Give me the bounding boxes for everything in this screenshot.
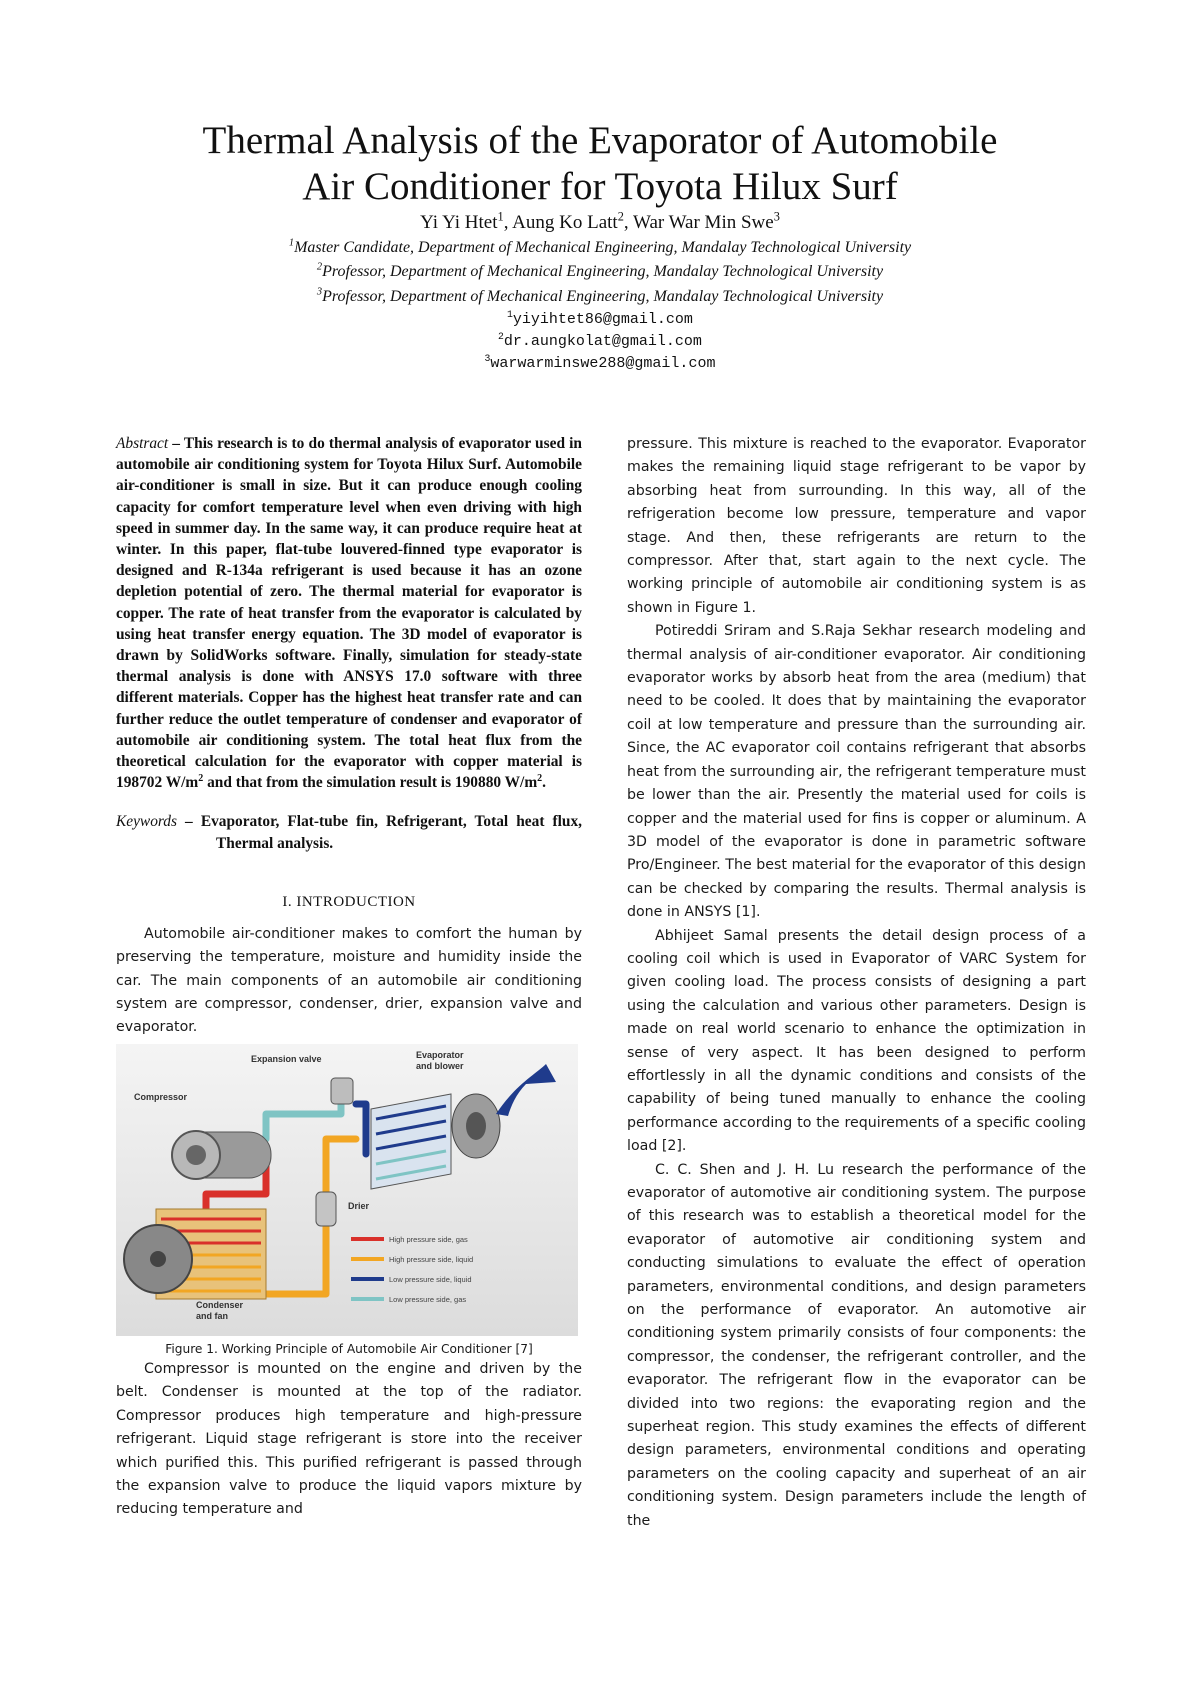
left-column (116, 433, 582, 1522)
drier (316, 1192, 336, 1226)
keywords-text: Evaporator, Flat-tube fin, Refrigerant, Total heat flux, Thermal analysis. (200, 813, 583, 852)
right-column (627, 433, 1086, 1533)
label-condenser-fan: and fan (196, 1310, 229, 1321)
email-sup: 3 (484, 353, 491, 364)
email-text: dr.aungkolat@gmail.com (503, 333, 702, 350)
body-paragraph: C. C. Shen and J. H. Lu research the performance of the evaporator of automotive air conditioning system. The purpose of this research was to establish a theoretical model for the evaporator of automotive air conditioning system and conducting simulations to evaluate the effect of operation parameters, environmental conditions, and design parameters on the performance of evaporator. An automotive air conditioning system primarily consists of four components: the compressor, the condenser, the refrigerant controller, and the evaporator. The refrigerant flow in the evaporator can be divided into two regions: the evaporating region and the superheat region. This study examines the effects of different design parameters, environmental conditions and operating parameters on the cooling capacity and superheat of an air conditioning system. Design parameters include the length of the (627, 1161, 1086, 1529)
legend-label: High pressure side, liquid (389, 1254, 474, 1264)
email-sup: 1 (507, 309, 513, 320)
affiliation-1 (100, 238, 1100, 258)
affiliation-text: Professor, Department of Mechanical Engineering, Mandalay Technological University (322, 263, 884, 280)
author-sup: 2 (617, 209, 624, 224)
label-compressor: Compressor (134, 1091, 188, 1102)
label-expansion-valve: Expansion valve (251, 1053, 322, 1064)
abstract-sup: 2 (198, 773, 204, 785)
abstract-text: . (542, 774, 547, 792)
affiliation-sup: 3 (316, 286, 323, 298)
author-name: Yi Yi Htet (420, 212, 498, 233)
author-sup: 1 (497, 209, 504, 224)
compressor (172, 1131, 271, 1179)
keywords-dash: – (177, 813, 201, 831)
email-3 (100, 355, 1100, 373)
intro-paragraph: Compressor is mounted on the engine and driven by the belt. Condenser is mounted at the top of the radiator. Compressor produces high temperature and high-pressure refrigerant. Liquid stage refrigerant is store into the receiver which purified this. This purified refrigerant is passed through the expansion valve to produce the liquid vapors mixture by reducing temperature and (116, 1360, 582, 1518)
label-evaporator: Evaporator (416, 1049, 464, 1060)
legend-label: Low pressure side, liquid (389, 1274, 472, 1284)
legend-label: Low pressure side, gas (389, 1294, 467, 1304)
email-text: warwarminswe288@gmail.com (490, 355, 716, 372)
body-paragraph: pressure. This mixture is reached to the evaporator. Evaporator makes the remaining liquid stage refrigerant to be vapor by absorbing heat from surrounding. In this way, all of the refrigeration become low pressure, temperature and vapor stage. And then, these refrigerants are return to the compressor. After that, start again to the next cycle. The working principle of automobile air conditioning system is as shown in Figure 1. (627, 436, 1086, 616)
body-paragraph: Abhijeet Samal presents the detail design process of a cooling coil which is used in Evaporator of VARC System for given cooling load. The process consists of designing a part using the calculation and various other parameters. Design is made on real world scenario to enhance the optimization in sense of very aspect. It has been designed to perform effortlessly in all the dynamic conditions and consists of the capability of being tuned manually to enhance the cooling performance according to the requirements of a specific cooling load [2]. (627, 927, 1086, 1155)
abstract-label: Abstract (116, 435, 169, 452)
label-drier: Drier (348, 1200, 370, 1211)
abstract (116, 433, 582, 793)
keywords-label: Keywords (116, 813, 177, 831)
email-sup: 2 (498, 331, 504, 342)
affiliation-sup: 1 (288, 237, 295, 249)
title-line-1: Thermal Analysis of the Evaporator of Automobile (202, 119, 998, 162)
ac-diagram (116, 1044, 578, 1336)
intro-paragraph: Automobile air-conditioner makes to comfort the human by preserving the temperature, moisture and humidity inside the car. The main components of an automobile air conditioning system are compressor, condenser, drier, expansion valve and evaporator. (116, 925, 582, 1036)
keywords (116, 811, 582, 853)
email-2 (100, 333, 1100, 351)
affiliation-3 (100, 287, 1100, 307)
affiliation-2 (100, 262, 1100, 282)
author-name: Aung Ko Latt (512, 212, 618, 233)
abstract-sup: 2 (537, 773, 543, 785)
abstract-dash: – (168, 435, 184, 452)
email-text: yiyihtet86@gmail.com (512, 311, 693, 328)
author-list: Yi Yi Htet$^1$, Aung Ko Latt$^2$, War War Min Swe$^3$ (420, 209, 780, 233)
body-paragraph: Potireddi Sriram and S.Raja Sekhar research modeling and thermal analysis of air-conditioner evaporator. Air conditioning evaporator works by absorb heat from the area (medium) that need to be cooled. It does that by maintaining the evaporator coil at low temperature and pressure than the surrounding air. Since, the AC evaporator coil contains refrigerant that absorbs heat from the surrounding air, the refrigerant temperature must be lower than the air. Presently the material used for coils is copper and the material used for fins is copper or aluminum. A 3D model of the evaporator is done in parametric software Pro/Engineer. The best material for the evaporator of this design can be checked by comparing the results. Thermal analysis is done in ANSYS [1]. (627, 623, 1086, 921)
email-1 (100, 311, 1100, 329)
affiliation-text: Master Candidate, Department of Mechanical Engineering, Mandalay Technological University (294, 239, 912, 256)
affiliation-sup: 2 (316, 261, 323, 273)
abstract-text: This research is to do thermal analysis of evaporator used in automobile air conditioning system for Toyota Hilux Surf. Automobile air-conditioner is small in size. But it can produce enough cooling capacity for comfort temperature level when even driving with high speed in summer day. In the same way, it can produce require heat at winter. In this paper, flat-tube louvered-finned type evaporator is designed and R-134a refrigerant is used because it has an ozone depletion potential of zero. The thermal material for evaporator is copper. The rate of heat transfer from the evaporator is calculated by using heat transfer energy equation. The 3D model of evaporator is drawn by SolidWorks software. Finally, simulation for steady-state thermal analysis is done with ANSYS 17.0 software with three different materials. Copper has the highest heat transfer rate and can further reduce the outlet temperature of condenser and evaporator of automobile air conditioning system. The total heat flux from the theoretical calculation for the evaporator with copper material is 198702 W/m (116, 435, 582, 792)
author-name: War War Min Swe (633, 212, 774, 233)
figure-caption: Figure 1. Working Principle of Automobile Air Conditioner [7] (165, 1341, 533, 1356)
paper-title (100, 118, 1100, 210)
section-heading-introduction: I. INTRODUCTION (282, 893, 416, 910)
label-condenser: Condenser (196, 1299, 244, 1310)
abstract-text: and that from the simulation result is 190880 W/m (203, 774, 538, 792)
legend-label: High pressure side, gas (389, 1234, 468, 1244)
label-evaporator-blower: and blower (416, 1060, 464, 1071)
figure-ac-diagram (116, 1044, 578, 1336)
affiliation-text: Professor, Department of Mechanical Engineering, Mandalay Technological University (322, 288, 884, 305)
expansion-valve (331, 1078, 353, 1104)
title-line-2: Air Conditioner for Toyota Hilux Surf (302, 165, 898, 208)
author-sup: 3 (773, 209, 780, 224)
